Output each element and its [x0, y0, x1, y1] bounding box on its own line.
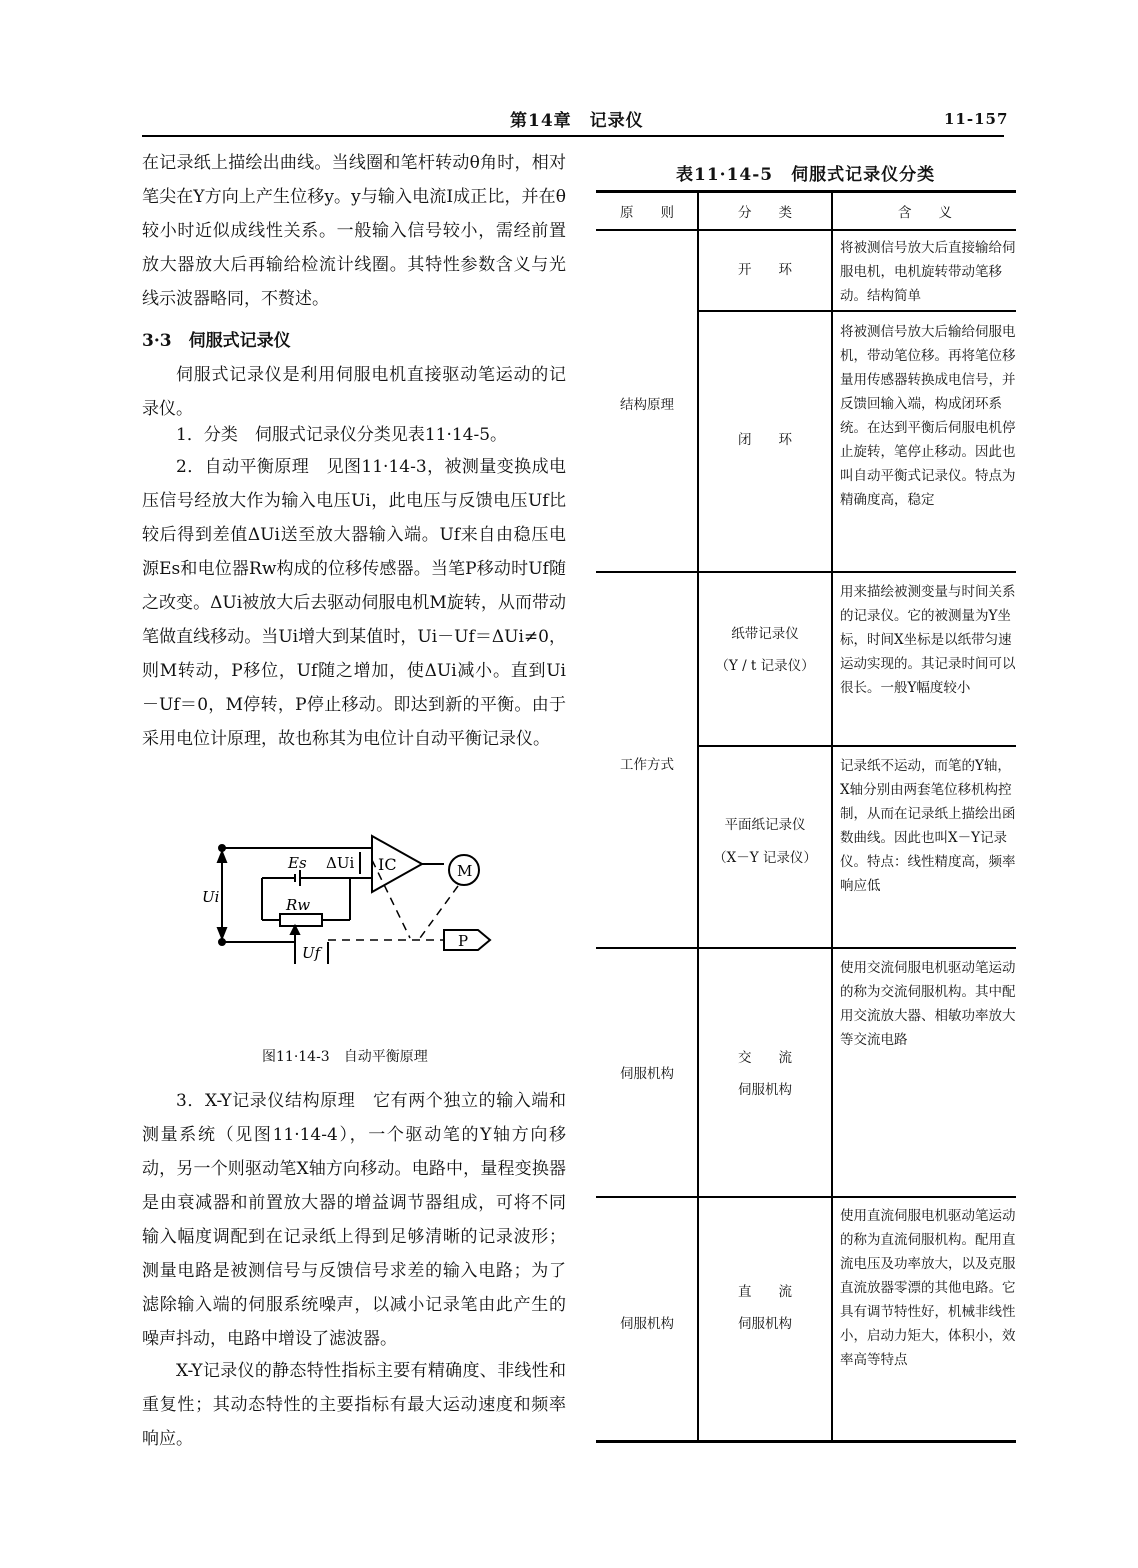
- principle-servo-ac: 伺服机构: [620, 1066, 674, 1082]
- header-category: 分 类: [738, 205, 792, 221]
- principle-working-mode: 工作方式: [620, 757, 674, 773]
- meaning-closed-loop: 将被测信号放大后输给伺服电机，带动笔位移。再将笔位移量用传感器转换成电信号，并反馈回输入端，构成闭环系统。在达到平衡后伺服电机停止旋转，笔停止移动。因此也叫自动平衡式记录仪。特点为精确度高，稳定: [840, 324, 1016, 508]
- section-heading: 3·3 伺服式记录仪: [142, 331, 291, 351]
- label-m: M: [457, 862, 473, 880]
- category-strip-chart: 纸带记录仪: [731, 626, 799, 642]
- label-es: Es: [288, 854, 307, 872]
- auto-balance-diagram: [200, 830, 510, 980]
- label-uf: Uf: [302, 944, 321, 962]
- item-3: 3．X-Y记录仪结构原理 它有两个独立的输入端和测量系统（见图11·14-4），一个驱动笔的Y轴方向移动，另一个则驱动笔X轴方向移动。电路中，量程变换器是由衰减器和前置放大器的增益调节器组成，可将不同输入幅度调配到在记录纸上得到足够清晰的记录波形；测量电路是被测信号与反馈信号求差的输入电路；为了滤除输入端的伺服系统噪声，以减小记录笔由此产生的噪声抖动，电路中增设了滤波器。: [142, 1091, 566, 1349]
- category-flatbed: 平面纸记录仪: [724, 817, 806, 833]
- figure-caption: 图11·14-3 自动平衡原理: [262, 1049, 428, 1065]
- item-1: 1．分类 伺服式记录仪分类见表11·14-5。: [176, 425, 508, 445]
- header-principle: 原 则: [620, 205, 674, 221]
- meaning-dc-servo: 使用直流伺服电机驱动笔运动的称为直流伺服机构。配用直流电压及功率放大，以及克服直流放器零漂的其他电路。它具有调节特性好，机械非线性小，启动力矩大，体积小，效率高等特点: [840, 1208, 1016, 1368]
- meaning-flatbed: 记录纸不运动，而笔的Y轴，X轴分别由两套笔位移机构控制，从而在记录纸上描绘出函数曲线。因此也叫X－Y记录仪。特点：线性精度高，频率响应低: [840, 758, 1016, 894]
- category-closed-loop: 闭 环: [738, 432, 792, 448]
- page-number: 11-157: [944, 110, 1009, 128]
- paragraph-definition: 伺服式记录仪是利用伺服电机直接驱动笔运动的记录仪。: [142, 365, 566, 419]
- paragraph-intro: [142, 146, 566, 316]
- intro-text: 在记录纸上描绘出曲线。当线圈和笔杆转动θ角时，相对笔尖在Y方向上产生位移y。y与输入电流I成正比，并在θ较小时近似成线性关系。一般输入信号较小，需经前置放大器放大后再输给检流计线圈。其特性参数含义与光线示波器略同，不赘述。: [142, 153, 566, 309]
- category-ac-servo-sub: 伺服机构: [738, 1082, 792, 1098]
- principle-servo-dc: 伺服机构: [620, 1316, 674, 1332]
- label-ui: Ui: [202, 888, 220, 906]
- principle-structure: 结构原理: [620, 397, 674, 413]
- category-dc-servo: 直 流: [738, 1284, 792, 1300]
- meaning-strip-chart: 用来描绘被测变量与时间关系的记录仪。它的被测量为Y坐标，时间X坐标是以纸带匀速运动实现的。其记录时间可以很长。一般Y幅度较小: [840, 584, 1016, 696]
- paragraph-static-dynamic: X-Y记录仪的静态特性指标主要有精确度、非线性和重复性；其动态特性的主要指标有最大运动速度和频率响应。: [142, 1361, 566, 1449]
- category-strip-chart-sub: （Y / t 记录仪）: [715, 658, 815, 674]
- label-ic: IC: [378, 855, 397, 874]
- table-title: 表11·14-5 伺服式记录仪分类: [676, 165, 936, 185]
- meaning-ac-servo: 使用交流伺服电机驱动笔运动的称为交流伺服机构。其中配用交流放大器、相敏功率放大等交流电路: [840, 960, 1016, 1048]
- category-ac-servo: 交 流: [738, 1050, 792, 1066]
- chapter-title: 第14章 记录仪: [510, 111, 644, 131]
- category-dc-servo-sub: 伺服机构: [738, 1316, 792, 1332]
- label-p: P: [458, 932, 469, 950]
- header-meaning: 含 义: [898, 205, 952, 221]
- category-flatbed-sub: （X－Y 记录仪）: [713, 850, 817, 866]
- meaning-open-loop: 将被测信号放大后直接输给伺服电机，电机旋转带动笔移动。结构简单: [840, 240, 1016, 304]
- label-delta-ui: ΔUi: [326, 854, 355, 872]
- header-rule: [142, 135, 1004, 137]
- category-open-loop: 开 环: [738, 262, 792, 278]
- item-2: 2．自动平衡原理 见图11·14-3，被测量变换成电压信号经放大作为输入电压Ui，此电压与反馈电压Uf比较后得到差值ΔUi送至放大器输入端。Uf来自由稳压电源Es和电位器Rw构成的位移传感器。当笔P移动时Uf随之改变。ΔUi被放大后去驱动伺服电机M旋转，从而带动笔做直线移动。当Ui增大到某值时，Ui－Uf＝ΔUi≠0，则M转动，P移位，Uf随之增加，使ΔUi减小。直到Ui－Uf＝0，M停转，P停止移动。即达到新的平衡。由于采用电位计原理，故也称其为电位计自动平衡记录仪。: [142, 457, 566, 749]
- label-rw: Rw: [286, 896, 311, 914]
